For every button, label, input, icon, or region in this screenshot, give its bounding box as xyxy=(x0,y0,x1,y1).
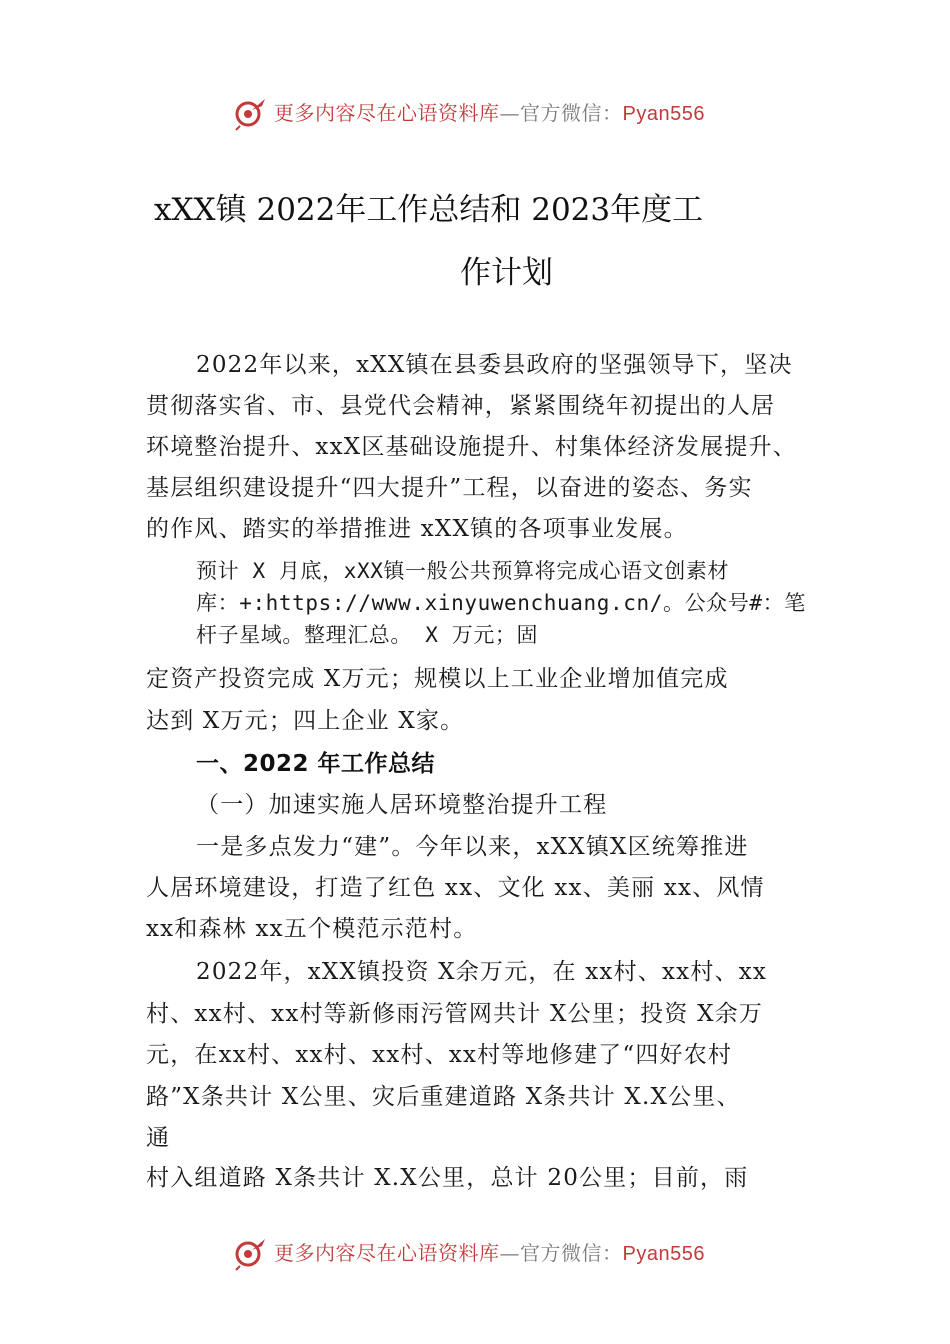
paragraph-4-line: 村、xx村、xx村等新修雨污管网共计 X公里；投资 X余万 xyxy=(146,1001,764,1027)
banner-text xyxy=(274,1241,705,1266)
header-banner xyxy=(0,94,950,134)
pen-logo-icon xyxy=(232,1236,268,1272)
banner-separator: —官方微信： xyxy=(499,101,623,125)
paragraph-4-line: 2022年，xXX镇投资 X余万元，在 xx村、xx村、xx xyxy=(196,959,768,985)
paragraph-1-line: 2022年以来，xXX镇在县委县政府的坚强领导下，坚决 xyxy=(196,352,793,378)
paragraph-3-line: 人居环境建设，打造了红色 xx、文化 xx、美丽 xx、风情 xyxy=(146,875,765,901)
paragraph-3-line: 一是多点发力“建”。今年以来，xXX镇X区统筹推进 xyxy=(196,834,749,860)
subsection-heading: （一）加速实施人居环境整治提升工程 xyxy=(196,792,608,818)
document-title-line-2: 作计划 xyxy=(460,255,553,291)
banner-separator: —官方微信： xyxy=(499,1241,623,1265)
paragraph-2-line: 定资产投资完成 X万元；规模以上工业企业增加值完成 xyxy=(146,666,729,692)
pen-logo-icon xyxy=(232,96,268,132)
document-title-line-1: xXX镇 2022年工作总结和 2023年度工 xyxy=(154,192,704,228)
paragraph-1-line: 贯彻落实省、市、县党代会精神，紧紧围绕年初提出的人居 xyxy=(146,393,776,419)
footer-banner xyxy=(0,1234,950,1274)
paragraph-2-line: 预计 X 月底，xXX镇一般公共预算将完成心语文创素材 xyxy=(196,559,730,583)
banner-wechat-id: Pyan556 xyxy=(622,103,705,125)
section-heading: 一、2022 年工作总结 xyxy=(196,751,436,777)
paragraph-1-line: 环境整治提升、xxX区基础设施提升、村集体经济发展提升、 xyxy=(146,434,797,460)
paragraph-4-line: 元，在xx村、xx村、xx村、xx村等地修建了“四好农村 xyxy=(146,1042,733,1068)
paragraph-3-line: xx和森林 xx五个模范示范村。 xyxy=(146,916,478,942)
paragraph-4-line: 路”X条共计 X公里、灾后重建道路 X条共计 X.X公里、 xyxy=(146,1084,741,1110)
paragraph-1-line: 基层组织建设提升“四大提升”工程，以奋进的姿态、务实 xyxy=(146,475,753,501)
banner-text xyxy=(274,101,705,126)
banner-lead: 更多内容尽在心语资料库 xyxy=(274,101,500,125)
paragraph-2-line: 杆子星域。整理汇总。 X 万元；固 xyxy=(196,623,539,647)
paragraph-4-line: 村入组道路 X条共计 X.X公里，总计 20公里；目前，雨 xyxy=(146,1165,749,1191)
paragraph-1-line: 的作风、踏实的举措推进 xXX镇的各项事业发展。 xyxy=(146,516,688,542)
banner-wechat-id: Pyan556 xyxy=(622,1243,705,1265)
paragraph-2-line: 库：+:https://www.xinyuwenchuang.cn/。公众号#：笔 xyxy=(196,591,806,615)
paragraph-4-line: 通 xyxy=(146,1125,171,1151)
banner-lead: 更多内容尽在心语资料库 xyxy=(274,1241,500,1265)
paragraph-2-line: 达到 X万元；四上企业 X家。 xyxy=(146,708,465,734)
